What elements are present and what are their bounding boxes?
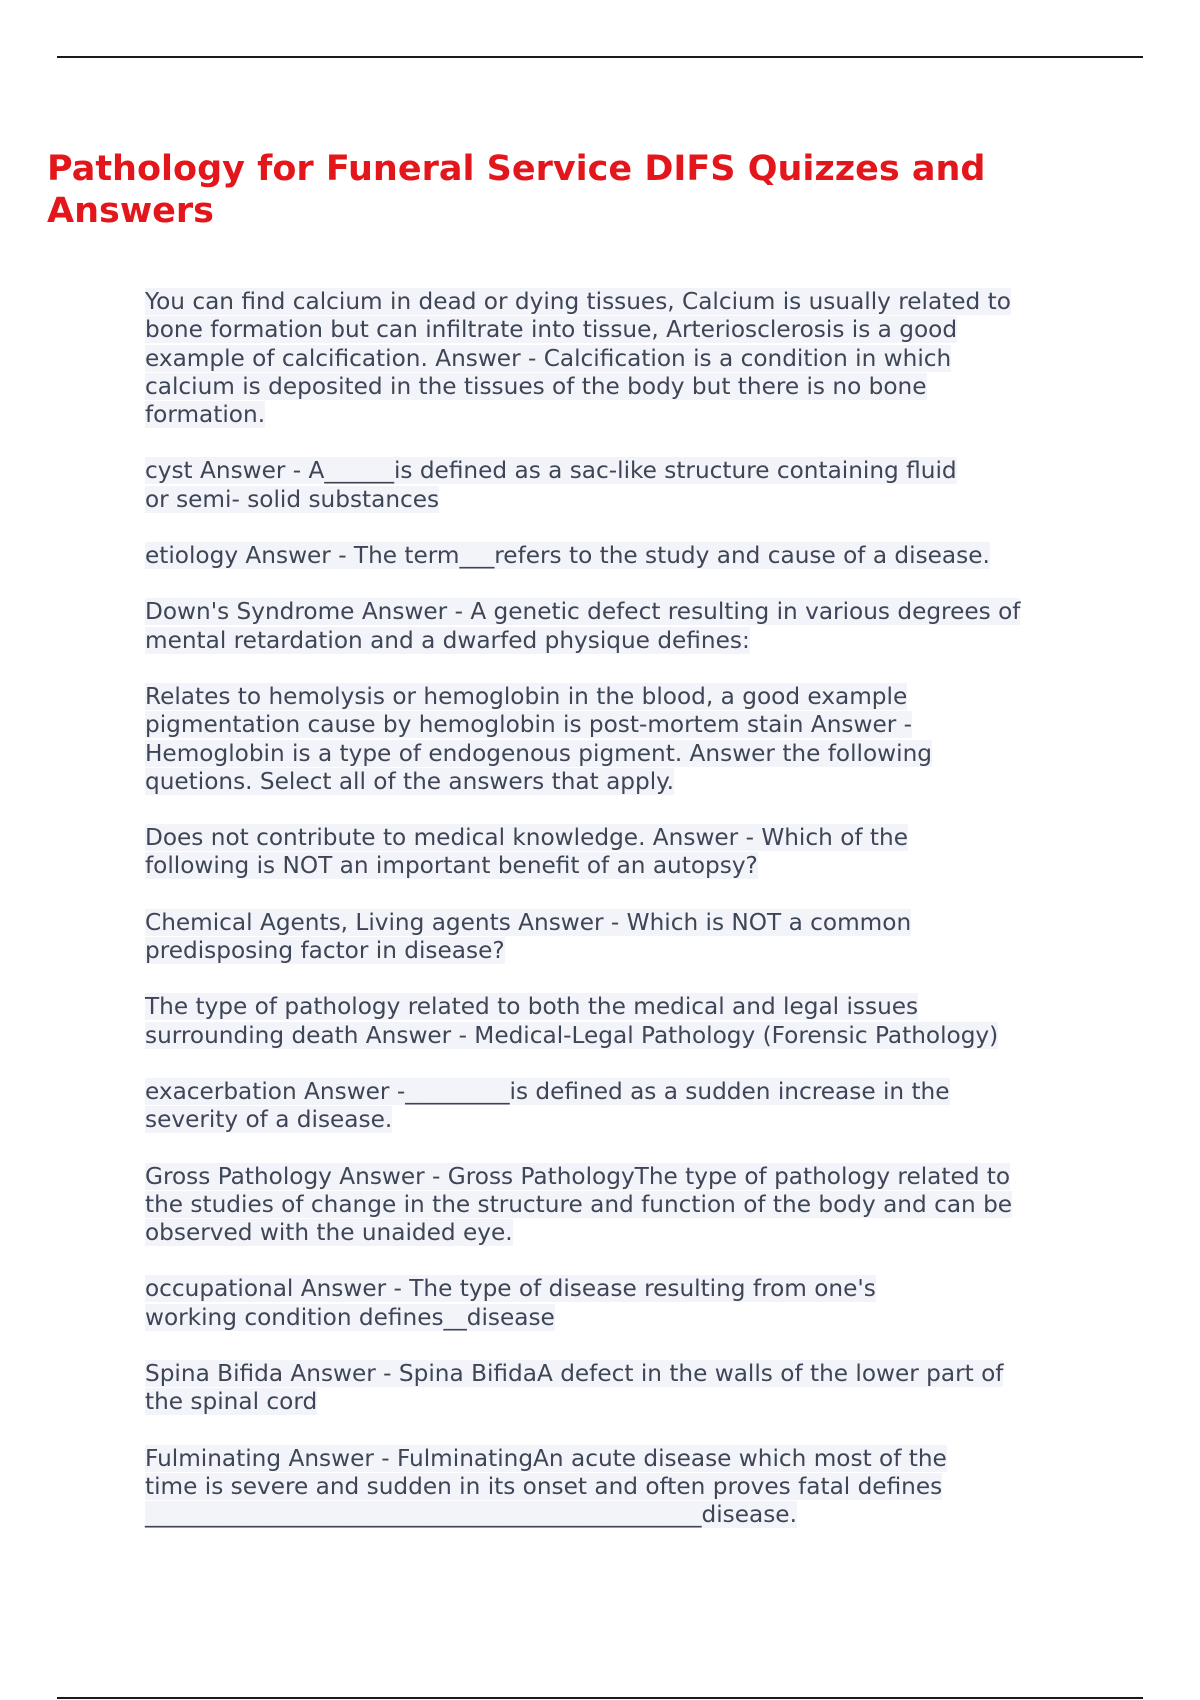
qa-item — [145, 1445, 1080, 1530]
qa-item — [145, 993, 1080, 1050]
qa-text: Does not contribute to medical knowledge. Answer - Which of the following is NOT an important benefit of an autopsy? — [145, 824, 908, 880]
qa-text: Spina Bifida Answer - Spina BifidaA defect in the walls of the lower part of the spinal cord — [145, 1360, 1004, 1416]
qa-item — [145, 824, 1080, 881]
qa-text: cyst Answer - A______is defined as a sac-like structure containing fluid or semi- solid substances — [145, 457, 957, 513]
qa-text: You can find calcium in dead or dying tissues, Calcium is usually related to bone formation but can infiltrate into tissue, Arteriosclerosis is a good example of calcification. Answer - Calcification is a condition in which calcium is deposited in the tissues of the body but there is no bone formation. — [145, 288, 1011, 429]
qa-list — [145, 288, 1080, 1558]
qa-item — [145, 1078, 1080, 1135]
qa-item — [145, 1163, 1080, 1248]
qa-item — [145, 598, 1080, 655]
qa-text: Gross Pathology Answer - Gross PathologyThe type of pathology related to the studies of change in the structure and function of the body and can be observed with the unaided eye. — [145, 1162, 1013, 1247]
qa-item — [145, 1275, 1080, 1332]
qa-text: exacerbation Answer -_________is defined as a sudden increase in the severity of a disease. — [145, 1077, 950, 1134]
top-rule — [57, 56, 1143, 58]
qa-item — [145, 1360, 1080, 1417]
qa-item — [145, 542, 1080, 570]
document-title: Pathology for Funeral Service DIFS Quizzes and Answers — [47, 149, 986, 231]
qa-text: occupational Answer - The type of disease resulting from one's working condition defines__disease — [145, 1275, 876, 1331]
qa-item — [145, 683, 1080, 796]
qa-text: Chemical Agents, Living agents Answer - Which is NOT a common predisposing factor in disease? — [145, 908, 912, 965]
qa-text: The type of pathology related to both the medical and legal issues surrounding death Answer - Medical-Legal Pathology (Forensic Pathology) — [145, 993, 999, 1049]
qa-text: Down's Syndrome Answer - A genetic defect resulting in various degrees of mental retardation and a dwarfed physique defines: — [145, 598, 1021, 654]
qa-text: etiology Answer - The term___refers to the study and cause of a disease. — [145, 542, 990, 570]
bottom-rule — [57, 1697, 1143, 1699]
qa-item — [145, 457, 1080, 514]
qa-text: Relates to hemolysis or hemoglobin in the blood, a good example pigmentation cause by hemoglobin is post-mortem stain Answer - Hemoglobin is a type of endogenous pigment. Answer the following quetions. Select all of the answers that apply. — [145, 682, 932, 795]
qa-item — [145, 288, 1080, 429]
qa-text: Fulminating Answer - FulminatingAn acute disease which most of the time is severe and sudden in its onset and often proves fatal defines ________________________________________________disease. — [145, 1444, 947, 1529]
qa-item — [145, 909, 1080, 966]
